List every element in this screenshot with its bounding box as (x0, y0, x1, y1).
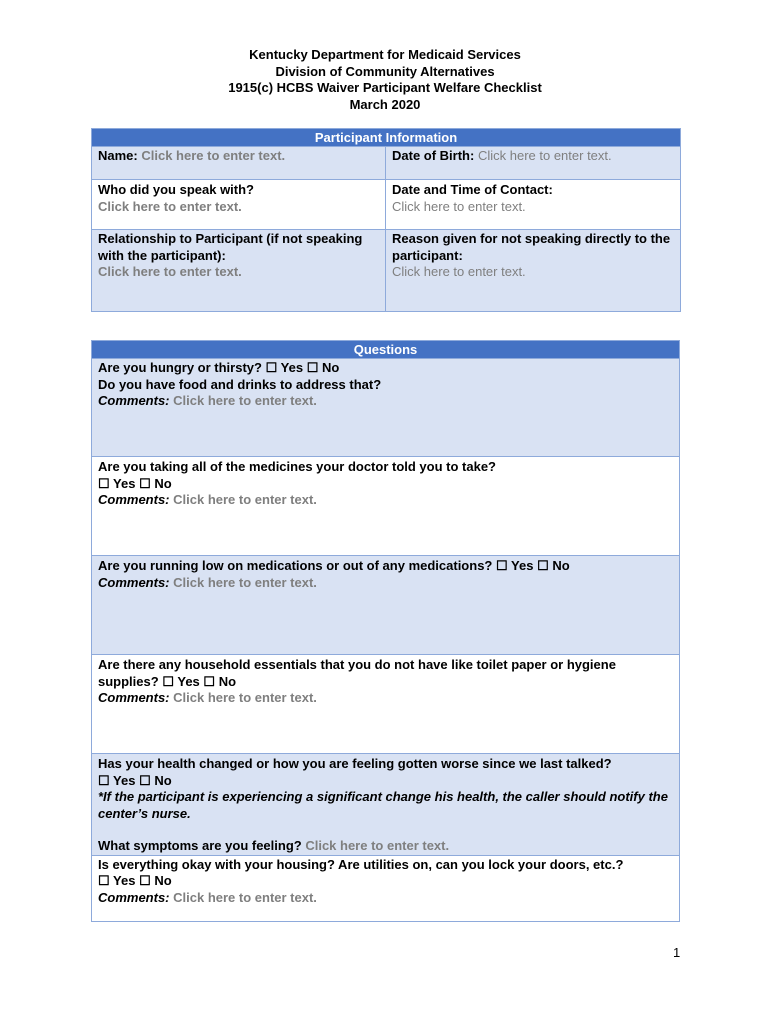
q2-comments-field[interactable]: Click here to enter text. (173, 492, 317, 507)
question-6-text: Is everything okay with your housing? Are utilities on, can you lock your doors, etc.? (98, 856, 624, 872)
participant-info-table (91, 128, 681, 312)
q1-no-checkbox[interactable]: ☐ (306, 360, 319, 375)
q4-no-label: No (218, 673, 237, 689)
q5-no-label: No (154, 772, 172, 788)
q2-no-checkbox[interactable]: ☐ (139, 475, 151, 491)
relationship-field[interactable]: Click here to enter text. (98, 264, 242, 279)
question-2-cell (92, 457, 680, 556)
dob-cell (386, 147, 681, 180)
q3-yes-checkbox[interactable]: ☐ (496, 558, 508, 573)
reason-field[interactable]: Click here to enter text. (392, 264, 526, 279)
q5-yes-checkbox[interactable]: ☐ (98, 772, 110, 788)
question-1-text: Are you hungry or thirsty? (98, 360, 262, 375)
name-field[interactable]: Click here to enter text. (141, 148, 286, 163)
dob-label: Date of Birth: (392, 148, 475, 163)
contact-field[interactable]: Click here to enter text. (392, 198, 526, 214)
question-5-text: Has your health changed or how you are feeling gotten worse since we last talked? (98, 756, 612, 771)
q1-no-label: No (321, 360, 340, 375)
q5-symptoms-field[interactable]: Click here to enter text. (305, 838, 450, 853)
page-number: 1 (673, 945, 681, 960)
spoke-with-cell (92, 180, 386, 230)
q1-yes-label: Yes (280, 360, 304, 375)
q3-comments-label: Comments: (98, 574, 170, 590)
q2-yes-checkbox[interactable]: ☐ (98, 475, 110, 491)
reason-label: Reason given for not speaking directly to the participant: (392, 231, 671, 263)
spoke-with-field[interactable]: Click here to enter text. (98, 198, 242, 214)
question-1b-text: Do you have food and drinks to address that? (98, 376, 382, 392)
participant-info-title: Participant Information (92, 129, 681, 147)
q5-symptoms-label: What symptoms are you feeling? (98, 838, 302, 853)
q5-no-checkbox[interactable]: ☐ (139, 772, 151, 788)
question-4-cell (92, 655, 680, 754)
questions-table (91, 340, 680, 922)
spoke-with-label: Who did you speak with? (98, 182, 254, 197)
q5-yes-label: Yes (113, 772, 136, 788)
q2-comments-label: Comments: (98, 492, 170, 507)
q2-no-label: No (154, 475, 172, 491)
q1-comments-label: Comments: (98, 393, 170, 408)
relationship-cell (92, 230, 386, 312)
header-line-1: Kentucky Department for Medicaid Services (249, 47, 521, 62)
contact-cell (386, 180, 681, 230)
q3-comments-field[interactable]: Click here to enter text. (173, 574, 317, 590)
question-1-cell (92, 359, 680, 457)
q3-no-checkbox[interactable]: ☐ (537, 558, 549, 573)
q4-yes-checkbox[interactable]: ☐ (162, 673, 174, 689)
header-line-3: 1915(c) HCBS Waiver Participant Welfare Checklist (228, 80, 542, 95)
question-3-text: Are you running low on medications or out of any medications? (98, 558, 493, 573)
q4-no-checkbox[interactable]: ☐ (203, 673, 216, 689)
reason-cell (386, 230, 681, 312)
dob-field[interactable]: Click here to enter text. (477, 148, 612, 163)
q3-yes-label: Yes (511, 558, 534, 573)
q1-comments-field[interactable]: Click here to enter text. (173, 393, 317, 408)
name-label: Name: (98, 148, 138, 163)
question-4-text: Are there any household essentials that you do not have like toilet paper or hygiene supplies? (98, 657, 616, 689)
q2-yes-label: Yes (113, 475, 136, 491)
q6-yes-checkbox[interactable]: ☐ (98, 873, 110, 888)
document-header (0, 47, 770, 113)
q6-comments-field[interactable]: Click here to enter text. (173, 889, 317, 905)
header-line-2: Division of Community Alternatives (275, 63, 495, 79)
relationship-label: Relationship to Participant (if not speaking with the participant): (98, 231, 363, 263)
q4-comments-label: Comments: (98, 690, 170, 705)
q6-yes-label: Yes (113, 873, 136, 888)
q6-no-label: No (154, 873, 172, 888)
q1-yes-checkbox[interactable]: ☐ (265, 360, 278, 375)
question-3-cell (92, 556, 680, 655)
contact-label: Date and Time of Contact: (392, 182, 553, 197)
question-2-text: Are you taking all of the medicines your doctor told you to take? (98, 459, 496, 474)
q4-yes-label: Yes (177, 673, 200, 689)
header-line-4: March 2020 (349, 96, 421, 112)
q6-no-checkbox[interactable]: ☐ (139, 873, 151, 888)
q6-comments-label: Comments: (98, 889, 170, 905)
questions-title: Questions (92, 341, 680, 359)
name-cell (92, 147, 386, 180)
q4-comments-field[interactable]: Click here to enter text. (173, 690, 317, 705)
q5-nurse-note: *If the participant is experiencing a significant change his health, the caller should notify the center’s nurse. (98, 789, 668, 821)
question-5-cell (92, 754, 680, 856)
q3-no-label: No (552, 558, 570, 573)
question-6-cell (92, 855, 680, 921)
